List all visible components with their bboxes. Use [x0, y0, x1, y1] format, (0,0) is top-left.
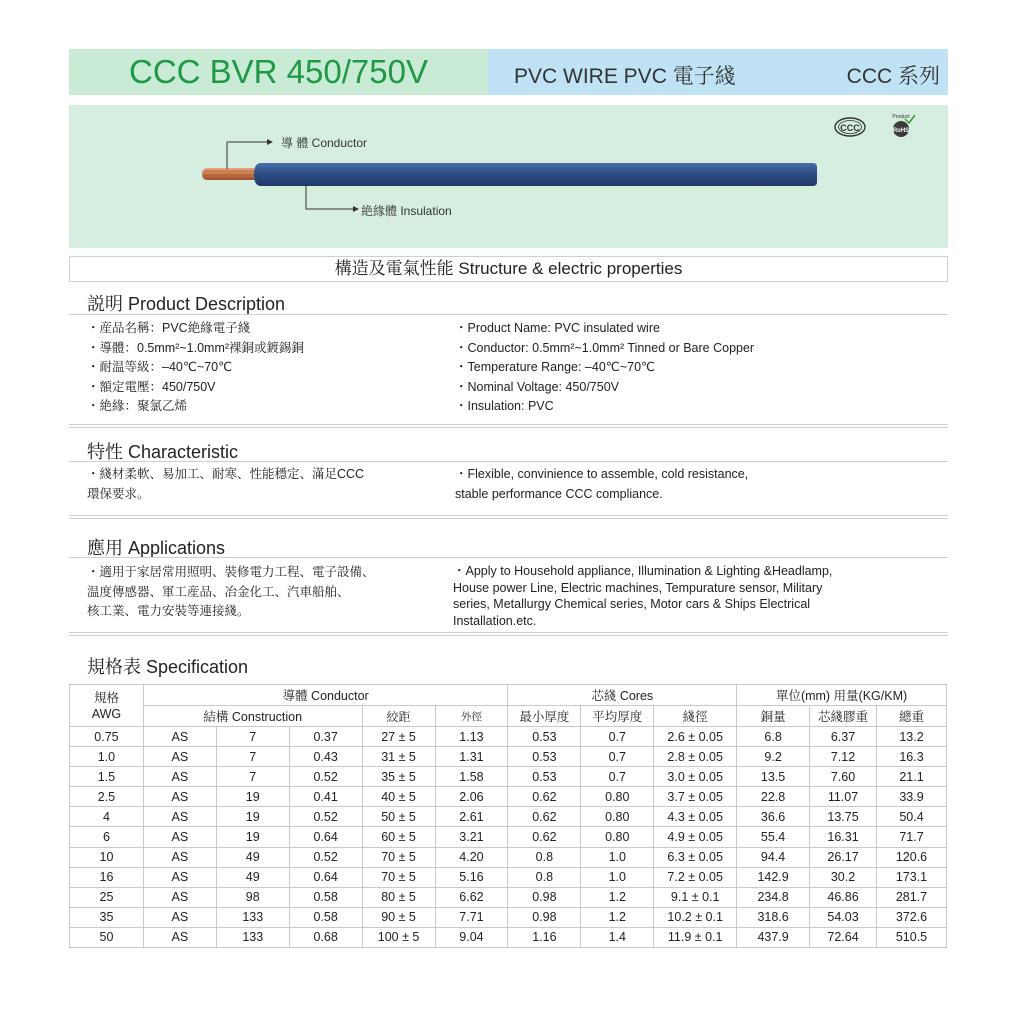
cell-wire-diameter: 7.2 ± 0.05	[654, 867, 737, 887]
cell-pitch: 70 ± 5	[362, 847, 435, 867]
table-row	[70, 827, 947, 847]
cell-awg: 2.5	[70, 787, 144, 807]
avg-thickness-header: 平均厚度	[581, 706, 654, 727]
cell-awg: 6	[70, 827, 144, 847]
cell-outer-diameter: 6.62	[435, 887, 508, 907]
cell-wire-diameter: 2.6 ± 0.05	[654, 727, 737, 747]
pvc-weight-header: 芯綫膠重	[810, 706, 877, 727]
awg-header-en: AWG	[91, 706, 122, 721]
cell-pitch: 50 ± 5	[362, 807, 435, 827]
cell-pitch: 100 ± 5	[362, 927, 435, 947]
divider	[69, 632, 948, 636]
cell-awg: 16	[70, 867, 144, 887]
cell-construction-type: AS	[143, 787, 216, 807]
cell-strand-diameter: 0.52	[289, 767, 362, 787]
cell-outer-diameter: 2.61	[435, 807, 508, 827]
cell-total-weight: 120.6	[876, 847, 946, 867]
cell-min-thickness: 0.53	[508, 747, 581, 767]
cell-avg-thickness: 0.7	[581, 767, 654, 787]
wire-diameter-header: 綫徑	[654, 706, 737, 727]
list-item: Installation.etc.	[453, 613, 537, 628]
divider	[69, 314, 948, 315]
cell-min-thickness: 0.62	[508, 827, 581, 847]
cell-wire-diameter: 11.9 ± 0.1	[654, 927, 737, 947]
table-row	[70, 907, 947, 927]
cell-construction-type: AS	[143, 927, 216, 947]
cell-avg-thickness: 1.0	[581, 847, 654, 867]
cell-pvc-weight: 13.75	[810, 807, 877, 827]
cell-copper-weight: 55.4	[737, 827, 810, 847]
cell-outer-diameter: 3.21	[435, 827, 508, 847]
min-thickness-header: 最小厚度	[508, 706, 581, 727]
list-item: ・Product Name: PVC insulated wire	[455, 321, 660, 335]
list-item: ・Temperature Range: –40℃~70℃	[455, 360, 656, 374]
cell-pvc-weight: 46.86	[810, 887, 877, 907]
list-item: ・額定電壓：450/750V	[87, 379, 216, 394]
cell-awg: 25	[70, 887, 144, 907]
applications-en	[453, 563, 832, 629]
cell-outer-diameter: 9.04	[435, 927, 508, 947]
table-body	[70, 727, 947, 948]
list-item: series, Metallurgy Chemical series, Motor cars & Ships Electrical	[453, 597, 811, 611]
ccc-mark-text: CCC	[840, 123, 860, 133]
cell-outer-diameter: 5.16	[435, 867, 508, 887]
cell-outer-diameter: 4.20	[435, 847, 508, 867]
cell-min-thickness: 0.8	[508, 867, 581, 887]
awg-header-zh: 規格	[93, 690, 119, 705]
outer-header: 外徑	[435, 706, 508, 727]
wire-illustration	[69, 105, 948, 248]
cell-pitch: 60 ± 5	[362, 827, 435, 847]
cell-min-thickness: 0.98	[508, 887, 581, 907]
cell-wire-diameter: 3.0 ± 0.05	[654, 767, 737, 787]
cell-construction-type: AS	[143, 807, 216, 827]
cell-avg-thickness: 0.7	[581, 727, 654, 747]
cell-strand-diameter: 0.37	[289, 727, 362, 747]
cell-pitch: 80 ± 5	[362, 887, 435, 907]
characteristic-en	[455, 465, 748, 504]
cell-wire-diameter: 10.2 ± 0.1	[654, 907, 737, 927]
section-heading-description: 説明 Product Description	[87, 294, 286, 314]
list-item: 環保要求。	[87, 486, 150, 501]
cell-wire-diameter: 3.7 ± 0.05	[654, 787, 737, 807]
cell-construction-type: AS	[143, 767, 216, 787]
cell-strand-count: 7	[216, 727, 289, 747]
list-item: ・Nominal Voltage: 450/750V	[455, 379, 619, 394]
cell-copper-weight: 13.5	[737, 767, 810, 787]
cell-copper-weight: 318.6	[737, 907, 810, 927]
specification-table	[69, 684, 947, 948]
section-heading-characteristic: 特性 Characteristic	[87, 442, 239, 462]
cell-copper-weight: 94.4	[737, 847, 810, 867]
applications-zh	[87, 563, 375, 622]
structure-title: 構造及電氣性能 Structure & electric properties	[69, 256, 948, 282]
cell-pvc-weight: 6.37	[810, 727, 877, 747]
cell-wire-diameter: 6.3 ± 0.05	[654, 847, 737, 867]
cell-strand-diameter: 0.64	[289, 827, 362, 847]
cell-wire-diameter: 4.9 ± 0.05	[654, 827, 737, 847]
wire-diagram	[69, 105, 948, 248]
cell-awg: 10	[70, 847, 144, 867]
cell-construction-type: AS	[143, 747, 216, 767]
cell-total-weight: 71.7	[876, 827, 946, 847]
cell-min-thickness: 0.53	[508, 767, 581, 787]
cell-pvc-weight: 7.12	[810, 747, 877, 767]
cell-total-weight: 372.6	[876, 907, 946, 927]
cell-strand-count: 19	[216, 787, 289, 807]
cell-total-weight: 173.1	[876, 867, 946, 887]
construction-header: 結構 Construction	[143, 706, 362, 727]
list-item: ・Apply to Household appliance, Illumination & Lighting &Headlamp,	[453, 564, 833, 578]
cell-copper-weight: 437.9	[737, 927, 810, 947]
list-item: ・導體：0.5mm²~1.0mm²裸銅或鍍錫銅	[87, 340, 305, 355]
cell-avg-thickness: 0.7	[581, 747, 654, 767]
list-item: stable performance CCC compliance.	[455, 486, 663, 501]
cell-avg-thickness: 0.80	[581, 807, 654, 827]
cell-copper-weight: 36.6	[737, 807, 810, 827]
cell-awg: 50	[70, 927, 144, 947]
table-row	[70, 747, 947, 767]
cell-min-thickness: 0.53	[508, 727, 581, 747]
cell-min-thickness: 1.16	[508, 927, 581, 947]
cell-pvc-weight: 26.17	[810, 847, 877, 867]
table-subheader-row	[70, 706, 947, 727]
cell-total-weight: 510.5	[876, 927, 946, 947]
cell-awg: 1.0	[70, 747, 144, 767]
table-row	[70, 887, 947, 907]
cell-construction-type: AS	[143, 907, 216, 927]
list-item: House power Line, Electric machines, Tempurature sensor, Military	[453, 580, 823, 595]
cell-min-thickness: 0.62	[508, 787, 581, 807]
header-title-band	[69, 49, 488, 95]
list-item: ・綫材柔軟、易加工、耐寒、性能穩定、滿足CCC	[87, 467, 365, 481]
table-header-row	[70, 685, 947, 706]
cell-strand-count: 49	[216, 867, 289, 887]
list-item: ・適用于家居常用照明、裝修電力工程、電子設備、	[87, 565, 375, 579]
list-item: ・Insulation: PVC	[455, 399, 554, 413]
cell-awg: 0.75	[70, 727, 144, 747]
description-zh	[87, 319, 304, 417]
cell-pitch: 35 ± 5	[362, 767, 435, 787]
copper-header: 銅量	[737, 706, 810, 727]
cell-strand-diameter: 0.52	[289, 847, 362, 867]
cell-pvc-weight: 54.03	[810, 907, 877, 927]
cell-outer-diameter: 1.13	[435, 727, 508, 747]
cell-pvc-weight: 16.31	[810, 827, 877, 847]
cell-wire-diameter: 9.1 ± 0.1	[654, 887, 737, 907]
cell-construction-type: AS	[143, 827, 216, 847]
header-subtitle-band	[488, 49, 948, 95]
awg-header	[70, 685, 144, 727]
page-title: CCC BVR 450/750V	[129, 53, 428, 90]
cell-wire-diameter: 2.8 ± 0.05	[654, 747, 737, 767]
cell-awg: 35	[70, 907, 144, 927]
cell-avg-thickness: 1.2	[581, 887, 654, 907]
conductor-header: 導體 Conductor	[143, 685, 508, 706]
cell-construction-type: AS	[143, 887, 216, 907]
insulation-label: 絶緣體 Insulation	[361, 204, 452, 218]
cell-strand-count: 133	[216, 927, 289, 947]
cell-copper-weight: 22.8	[737, 787, 810, 807]
list-item: ・耐温等級：–40℃~70℃	[87, 360, 233, 374]
cell-pitch: 27 ± 5	[362, 727, 435, 747]
list-item: ・産品名稱：PVC絶緣電子綫	[87, 321, 251, 335]
divider	[69, 557, 948, 558]
cell-min-thickness: 0.8	[508, 847, 581, 867]
cell-wire-diameter: 4.3 ± 0.05	[654, 807, 737, 827]
cell-awg: 4	[70, 807, 144, 827]
cell-avg-thickness: 1.0	[581, 867, 654, 887]
cell-strand-diameter: 0.68	[289, 927, 362, 947]
rohs-mark-text: RoHS	[892, 128, 910, 134]
cell-construction-type: AS	[143, 847, 216, 867]
cell-strand-diameter: 0.52	[289, 807, 362, 827]
table-row	[70, 787, 947, 807]
cell-outer-diameter: 1.31	[435, 747, 508, 767]
cell-strand-diameter: 0.43	[289, 747, 362, 767]
cell-strand-count: 19	[216, 827, 289, 847]
list-item: ・Conductor: 0.5mm²~1.0mm² Tinned or Bare Copper	[455, 340, 755, 355]
cell-strand-diameter: 0.64	[289, 867, 362, 887]
cell-construction-type: AS	[143, 867, 216, 887]
cell-construction-type: AS	[143, 727, 216, 747]
rohs-mark-top: Product	[892, 114, 910, 120]
cell-outer-diameter: 2.06	[435, 787, 508, 807]
cell-awg: 1.5	[70, 767, 144, 787]
cell-strand-count: 7	[216, 767, 289, 787]
cell-strand-diameter: 0.58	[289, 907, 362, 927]
cell-strand-count: 133	[216, 907, 289, 927]
description-en	[455, 319, 754, 417]
cell-avg-thickness: 0.80	[581, 787, 654, 807]
cell-pvc-weight: 30.2	[810, 867, 877, 887]
cell-total-weight: 13.2	[876, 727, 946, 747]
table-row	[70, 767, 947, 787]
cell-avg-thickness: 0.80	[581, 827, 654, 847]
insulation-jacket	[254, 163, 817, 186]
cell-outer-diameter: 7.71	[435, 907, 508, 927]
cell-avg-thickness: 1.4	[581, 927, 654, 947]
cell-total-weight: 33.9	[876, 787, 946, 807]
divider	[69, 515, 948, 519]
cell-strand-diameter: 0.58	[289, 887, 362, 907]
list-item: 温度傳感器、軍工産品、冶金化工、汽車船舶、	[87, 584, 350, 599]
cell-min-thickness: 0.62	[508, 807, 581, 827]
list-item: 核工業、電力安裝等連接綫。	[87, 604, 250, 618]
table-row	[70, 847, 947, 867]
cell-copper-weight: 142.9	[737, 867, 810, 887]
cell-pitch: 31 ± 5	[362, 747, 435, 767]
cell-strand-count: 49	[216, 847, 289, 867]
cores-header: 芯綫 Cores	[508, 685, 737, 706]
divider	[69, 461, 948, 462]
unit-header: 單位(mm) 用量(KG/KM)	[737, 685, 947, 706]
cell-strand-count: 7	[216, 747, 289, 767]
divider	[69, 424, 948, 428]
cell-outer-diameter: 1.58	[435, 767, 508, 787]
total-weight-header: 總重	[876, 706, 946, 727]
cell-min-thickness: 0.98	[508, 907, 581, 927]
cell-pvc-weight: 11.07	[810, 787, 877, 807]
cell-pvc-weight: 7.60	[810, 767, 877, 787]
cell-total-weight: 281.7	[876, 887, 946, 907]
cell-copper-weight: 9.2	[737, 747, 810, 767]
cell-pvc-weight: 72.64	[810, 927, 877, 947]
cell-total-weight: 50.4	[876, 807, 946, 827]
table-row	[70, 807, 947, 827]
cell-pitch: 70 ± 5	[362, 867, 435, 887]
cell-total-weight: 16.3	[876, 747, 946, 767]
pitch-header: 絞距	[362, 706, 435, 727]
series-label: CCC 系列	[846, 65, 940, 88]
characteristic-zh	[87, 465, 364, 504]
cell-copper-weight: 234.8	[737, 887, 810, 907]
cell-strand-diameter: 0.41	[289, 787, 362, 807]
cell-pitch: 90 ± 5	[362, 907, 435, 927]
list-item: ・絶緣：聚氯乙烯	[87, 399, 188, 413]
conductor-label: 導 體 Conductor	[281, 136, 368, 150]
cell-strand-count: 98	[216, 887, 289, 907]
product-subtitle: PVC WIRE PVC 電子綫	[514, 65, 736, 88]
cell-pitch: 40 ± 5	[362, 787, 435, 807]
cell-total-weight: 21.1	[876, 767, 946, 787]
cell-copper-weight: 6.8	[737, 727, 810, 747]
table-row	[70, 927, 947, 947]
table-row	[70, 727, 947, 747]
cell-strand-count: 19	[216, 807, 289, 827]
list-item: ・Flexible, convinience to assemble, cold resistance,	[455, 467, 749, 481]
cell-avg-thickness: 1.2	[581, 907, 654, 927]
section-heading-specification: 規格表 Specification	[87, 657, 249, 677]
table-row	[70, 867, 947, 887]
section-heading-applications: 應用 Applications	[87, 538, 226, 558]
